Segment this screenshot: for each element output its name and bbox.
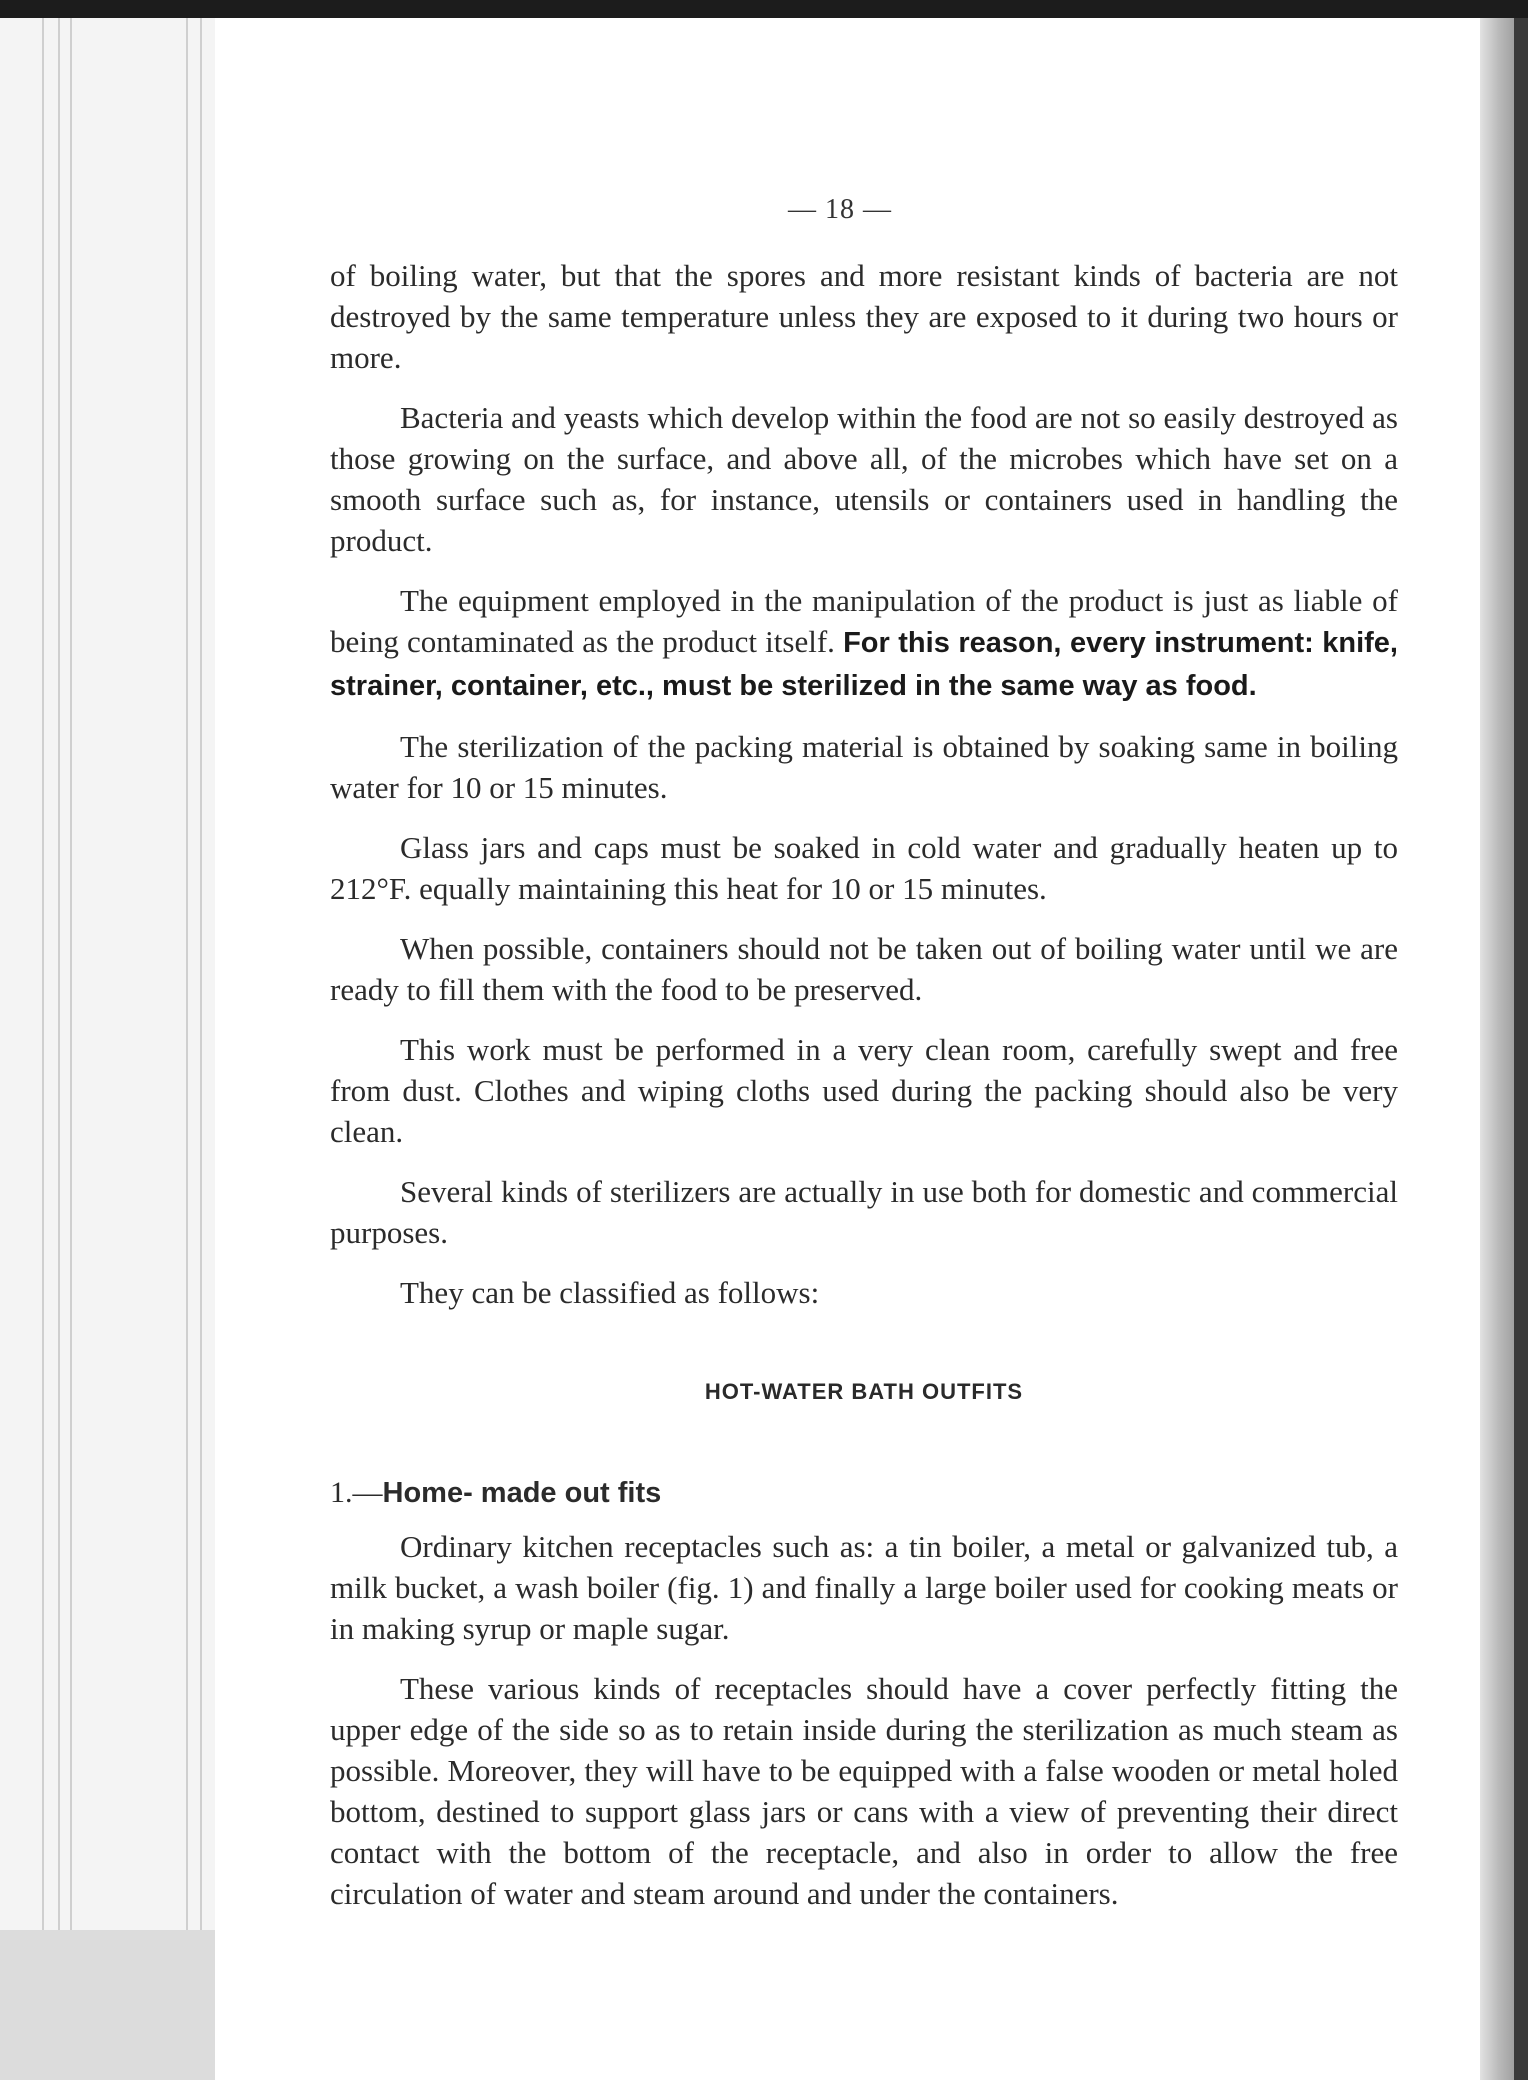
section-heading: HOT-WATER BATH OUTFITS xyxy=(704,1379,1024,1404)
paragraph: of boiling water, but that the spores and more resistant kinds of bacteria are not destroyed by the same temperature unless they are exposed to it during two hours or more. xyxy=(330,258,1398,375)
paragraph: Glass jars and caps must be soaked in cold water and gradually heaten up to 212°F. equally maintaining this heat for 10 or 15 minutes. xyxy=(330,830,1398,906)
scan-right-dark-border xyxy=(1514,18,1528,2080)
paragraph: They can be classified as follows: xyxy=(400,1275,820,1310)
paragraph xyxy=(330,580,1398,707)
paragraph: This work must be performed in a very clean room, carefully swept and free from dust. Clothes and wiping cloths used during the packing should also be very clean. xyxy=(330,1032,1398,1149)
paragraph-text: The equipment employed in the manipulation of the product is just as liable of being contaminated as the product itself. xyxy=(330,583,1398,659)
sub-heading-title: Home- made out fits xyxy=(382,1477,662,1509)
page-edge-line xyxy=(70,18,72,2080)
page-edge-line xyxy=(200,18,202,2080)
page-edge-line xyxy=(42,18,44,2080)
page-edge-line xyxy=(58,18,60,2080)
page-stack-shadow xyxy=(0,1930,215,2080)
paragraph: Ordinary kitchen receptacles such as: a tin boiler, a metal or galvanized tub, a milk bucket, a wash boiler (fig. 1) and finally a large boiler used for cooking meats or in making syrup or maple sugar. xyxy=(330,1529,1398,1646)
scan-top-edge xyxy=(0,0,1528,18)
scan-right-edge xyxy=(1480,18,1528,2080)
sub-heading xyxy=(330,1472,1398,1514)
paragraph: Bacteria and yeasts which develop within the food are not so easily destroyed as those growing on the surface, and above all, of the microbes which have set on a smooth surface such as, for instance, utensils or containers used in handling the product. xyxy=(330,400,1398,558)
page-edge-line xyxy=(186,18,188,2080)
page-body xyxy=(330,255,1398,1933)
emphasized-text: For this reason, every instrument: knife, strainer, container, etc., must be sterilized in the same way as food. xyxy=(330,627,1398,702)
paragraph: Several kinds of sterilizers are actually in use both for domestic and commercial purposes. xyxy=(330,1174,1398,1250)
paragraph: When possible, containers should not be taken out of boiling water until we are ready to fill them with the food to be preserved. xyxy=(330,931,1398,1007)
scan-left-page-stack xyxy=(0,18,215,2080)
sub-heading-number: 1.— xyxy=(330,1476,383,1509)
paragraph: These various kinds of receptacles should have a cover perfectly fitting the upper edge of the side so as to retain inside during the sterilization as much steam as possible. Moreover, they will have to be equipped with a false wooden or metal holed bottom, destined to support glass jars or cans with a view of preventing their direct contact with the bottom of the receptacle, and also in order to allow the free circulation of water and steam around and under the containers. xyxy=(330,1671,1398,1911)
page-number: — 18 — xyxy=(788,194,892,225)
paragraph: The sterilization of the packing material is obtained by soaking same in boiling water for 10 or 15 minutes. xyxy=(330,729,1398,805)
